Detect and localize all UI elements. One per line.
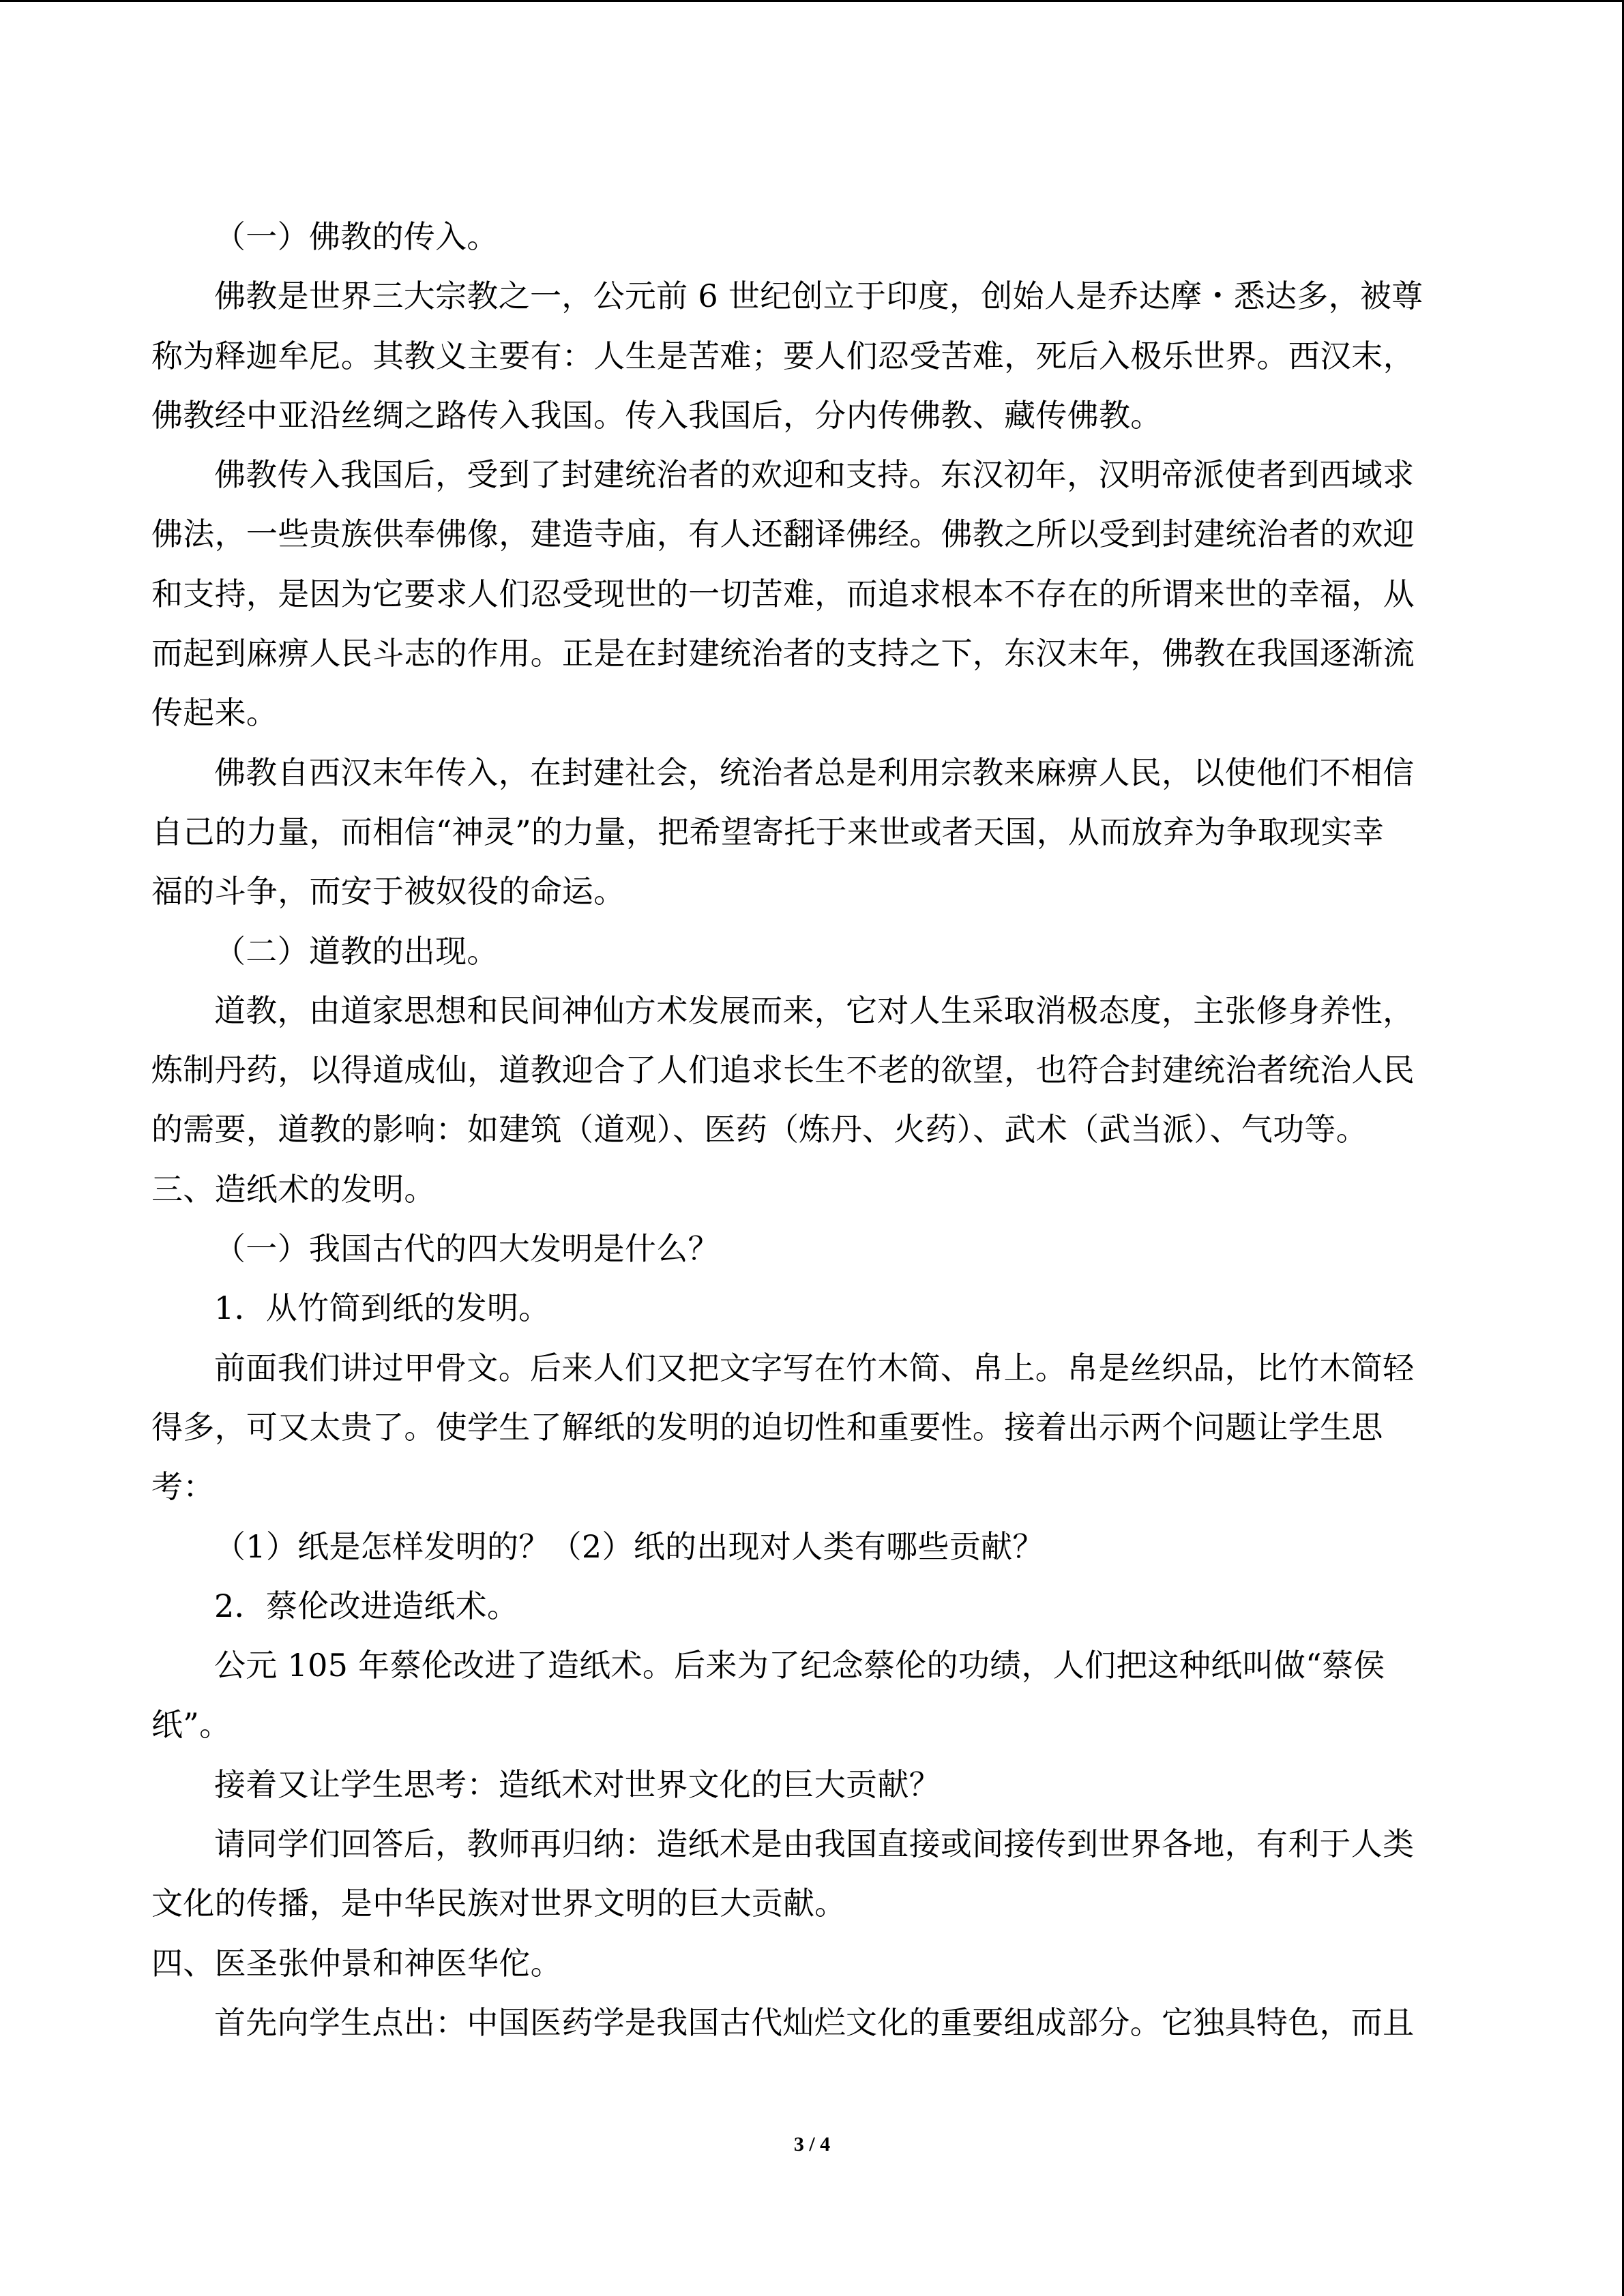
text-line: 前面我们讲过甲骨文。后来人们又把文字写在竹木简、帛上。帛是丝织品，比竹木简轻	[214, 1349, 1415, 1386]
text-line: 福的斗争，而安于被奴役的命运。	[151, 873, 625, 910]
page-number: 3 / 4	[793, 2133, 831, 2156]
document-body	[151, 207, 1473, 2053]
text-line: 公元 105 年蔡伦改进了造纸术。后来为了纪念蔡伦的功绩，人们把这种纸叫做“蔡侯	[214, 1647, 1385, 1684]
text-line: 文化的传播，是中华民族对世界文明的巨大贡献。	[151, 1885, 846, 1922]
text-line: 得多，可又太贵了。使学生了解纸的发明的迫切性和重要性。接着出示两个问题让学生思	[151, 1408, 1383, 1446]
section-heading: 2．蔡伦改进造纸术。	[214, 1587, 519, 1624]
section-heading: （二）道教的出现。	[214, 932, 499, 970]
text-line: （1）纸是怎样发明的？（2）纸的出现对人类有哪些贡献？	[214, 1527, 1044, 1565]
text-line: 佛教传入我国后，受到了封建统治者的欢迎和支持。东汉初年，汉明帝派使者到西域求	[214, 456, 1415, 494]
section-heading: 四、医圣张仲景和神医华佗。	[151, 1944, 562, 1982]
text-line: 佛法，一些贵族供奉佛像，建造寺庙，有人还翻译佛经。佛教之所以受到封建统治者的欢迎	[151, 516, 1415, 553]
text-line: 和支持，是因为它要求人们忍受现世的一切苦难，而追求根本不存在的所谓来世的幸福，从	[151, 575, 1415, 612]
text-line: 首先向学生点出：中国医药学是我国古代灿烂文化的重要组成部分。它独具特色，而且	[214, 2003, 1415, 2041]
text-line: 佛教经中亚沿丝绸之路传入我国。传入我国后，分内传佛教、藏传佛教。	[151, 396, 1162, 434]
section-heading: 三、造纸术的发明。	[151, 1170, 436, 1208]
text-line: 道教，由道家思想和民间神仙方术发展而来，它对人生采取消极态度，主张修身养性，	[214, 992, 1415, 1029]
text-line: 传起来。	[151, 694, 278, 732]
text-line: 纸”。	[151, 1706, 231, 1744]
section-heading: （一）我国古代的四大发明是什么？	[214, 1230, 720, 1268]
text-line: 称为释迦牟尼。其教义主要有：人生是苦难；要人们忍受苦难，死后入极乐世界。西汉末，	[151, 337, 1415, 374]
text-line: 请同学们回答后，教师再归纳：造纸术是由我国直接或间接传到世界各地，有利于人类	[214, 1825, 1415, 1863]
text-line: 考：	[151, 1468, 215, 1506]
section-heading: 1．从竹简到纸的发明。	[214, 1289, 550, 1327]
text-line: 佛教自西汉末年传入，在封建社会，统治者总是利用宗教来麻痹人民，以使他们不相信	[214, 754, 1415, 791]
text-line: 接着又让学生思考：造纸术对世界文化的巨大贡献？	[214, 1765, 941, 1803]
text-line: 而起到麻痹人民斗志的作用。正是在封建统治者的支持之下，东汉末年，佛教在我国逐渐流	[151, 635, 1415, 672]
text-line: 自己的力量，而相信“神灵”的力量，把希望寄托于来世或者天国，从而放弃为争取现实幸	[151, 813, 1385, 850]
text-line: 的需要，道教的影响：如建筑（道观）、医药（炼丹、火药）、武术（武当派）、气功等。	[151, 1111, 1368, 1148]
text-line: 炼制丹药，以得道成仙，道教迎合了人们追求长生不老的欲望，也符合封建统治者统治人民	[151, 1052, 1415, 1089]
section-heading: （一）佛教的传入。	[214, 218, 499, 255]
text-line: 佛教是世界三大宗教之一，公元前 6 世纪创立于印度，创始人是乔达摩・悉达多，被尊	[214, 278, 1423, 315]
